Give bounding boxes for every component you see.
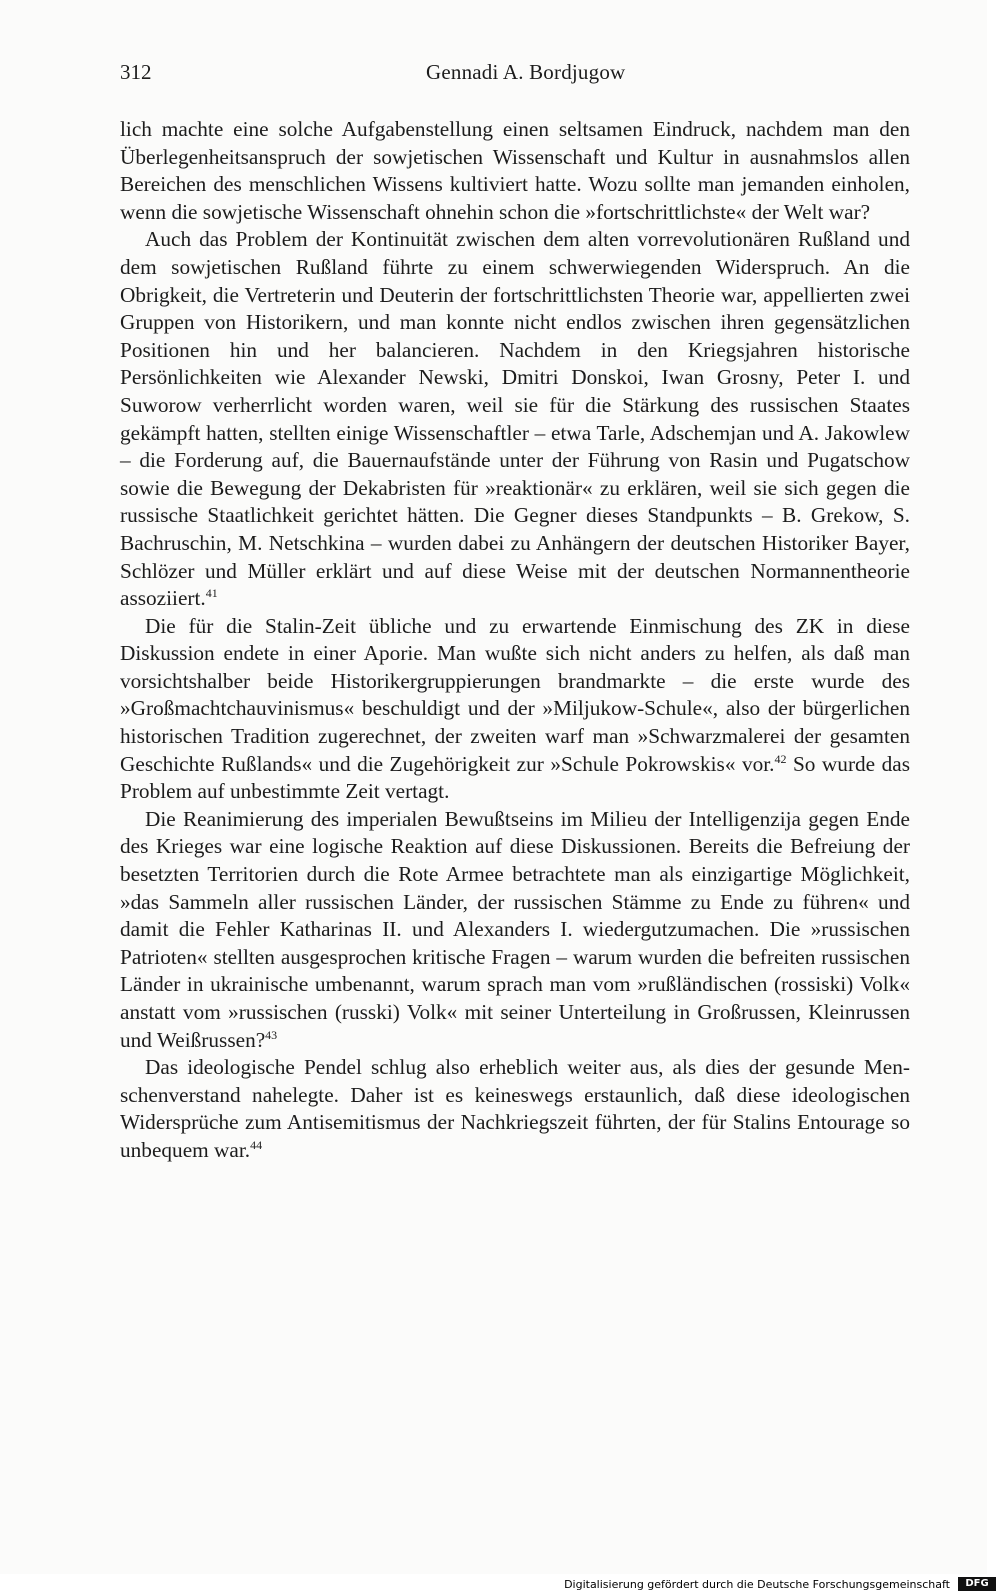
- funding-note: Digitalisierung gefördert durch die Deutsche Forschungsgemeinschaft: [564, 1578, 950, 1591]
- paragraph-text: Die für die Stalin-Zeit übliche und zu erwartende Einmischung des ZK in diese Diskussion endete in einer Aporie. Man wußte sich nicht anders zu helfen, als daß man vorsichtshalber beide Historikergruppierungen brandmarkte – die erste wurde des »Großmachtchauvinismus« beschuldigt und der »Miljukow-Schule«, also der bürgerlichen historischen Tradition zugerechnet, der zweiten warf man »Schwarzmalerei der gesamten Geschichte Rußlands« und die Zugehörigkeit zur »Schule Pokrowskis« vor.: [120, 613, 910, 776]
- digitization-footer: [0, 1574, 1000, 1592]
- footnote-ref: 41: [205, 586, 218, 600]
- paragraph-4: [120, 806, 910, 1054]
- paragraph-5: [120, 1054, 910, 1164]
- paragraph-text: Die Reanimierung des imperialen Bewußtseins im Milieu der Intelligenzija gegen Ende des Krieges war eine logische Reaktion auf diese Diskussionen. Bereits die Befreiung der besetzten Territorien durch die Rote Armee betrachtete man als einzigartige Möglichkeit, »das Sammeln aller russischen Länder, der russischen Stämme zu Ende zu führen« und damit die Fehler Katharinas II. und Alexanders I. wiedergutzumachen. Die »russischen Patrioten« stellten ausgesprochen kritische Fragen – warum wurden die befreiten russischen Länder in ukrainische umbenannt, warum sprach man vom »rußländischen (rossiski) Volk« anstatt vom »russischen (russki) Volk« mit seiner Unterteilung in Großrussen, Kleinrussen und Weißrussen?: [120, 806, 910, 1052]
- footnote-ref: 44: [250, 1137, 263, 1152]
- footnote-ref: 42: [774, 751, 787, 766]
- page-number: 312: [120, 60, 152, 84]
- footnote-ref: 43: [265, 1027, 278, 1042]
- paragraph-text: Auch das Problem der Kontinuität zwischen dem alten vorrevolutionären Rußland und dem sowjetischen Rußland führte zu einem schwerwiegenden Widerspruch. An die Obrigkeit, die Vertreterin und Deuterin der fortschrittlichsten Theorie war, appellierten zwei Gruppen von Historikern, und man konnte nicht endlos zwischen ihren gegensätzlichen Positionen hin und her balancieren. Nachdem in den Kriegsjahren historische Persönlichkeiten wie Alexander Newski, Dmitri Donskoi, Iwan Grosny, Peter I. und Suworow verherrlicht worden waren, weil sie für die Stärkung des russischen Staates gekämpft hatten, stellten einige Wissenschaftler – etwa Tarle, Adschemjan und A. Jakowlew – die Forderung auf, die Bauernaufstände unter der Führung von Rasin und Pugatschow sowie die Bewegung der Dekabristen für »reaktionär« zu erklären, weil sie sich gegen die russische Staatlichkeit gerichtet hätten. Die Gegner dieses Standpunkts – B. Grekow, S. Bachruschin, M. Netschkina – wurden dabei zu Anhängern der deutschen Historiker Bayer, Schlözer und Müller erklärt und auf diese Weise mit der deutschen Normannentheorie assoziiert.: [120, 227, 910, 611]
- body-text: [120, 116, 910, 1165]
- dfg-logo-icon: DFG: [958, 1577, 996, 1591]
- paragraph-text: lich machte eine solche Aufgabenstellung einen seltsamen Eindruck, nachdem man den Überlegenheitsanspruch der sowjetischen Wissenschaft und Kultur in ausnahmslos allen Bereichen des menschlichen Wissens kultiviert hatte. Wozu sollte man jemanden einholen, wenn die sowjetische Wissenschaft ohnehin schon die »fortschrittlichste« der Welt war?: [120, 117, 910, 224]
- page-header: [120, 60, 910, 90]
- paragraph-text-after-footnote: So wurde das Problem auf unbestimmte Zeit vertagt.: [120, 751, 910, 804]
- paragraph-1: [120, 116, 910, 226]
- paragraph-2: [120, 226, 910, 612]
- running-head: Gennadi A. Bordjugow: [426, 60, 626, 84]
- paragraph-3: [120, 613, 910, 806]
- paragraph-text: Das ideologische Pendel schlug also erheblich weiter aus, als dies der gesunde Menschenverstand nahelegte. Daher ist es keineswegs erstaunlich, daß diese ideologischen Widersprüche zum Antisemitismus der Nachkriegszeit führten, der für Stalins Entourage so unbequem war.: [120, 1055, 910, 1162]
